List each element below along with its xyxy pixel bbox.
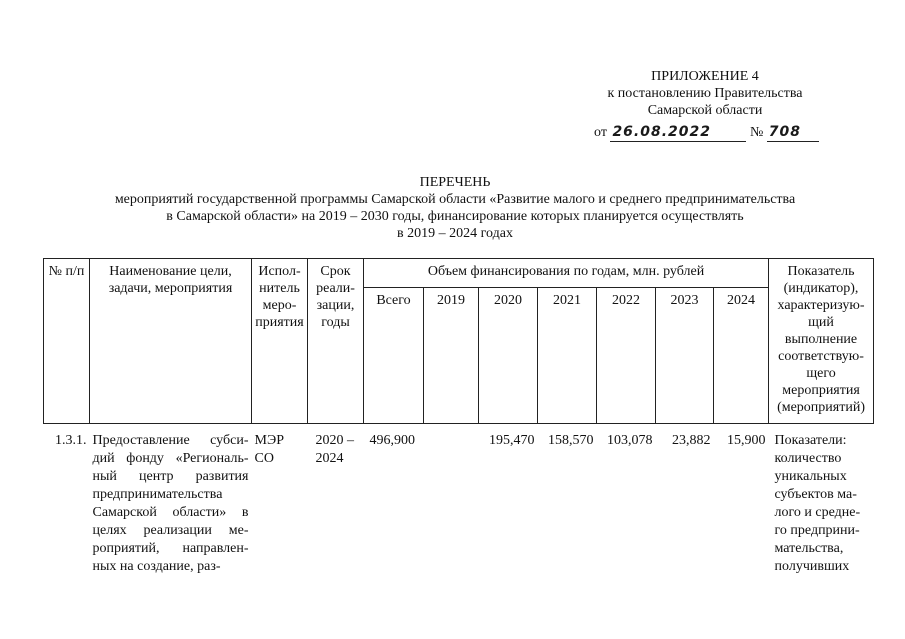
cell-indicator: Показатели: количество уникальных субъектов ма-лого и средне-го предприни-мательства, получивших (774, 433, 861, 574)
resolution-date-line (594, 124, 819, 142)
header-executor: Испол-нитель меро-приятия (252, 259, 308, 424)
cell-2021: 158,570 (548, 433, 594, 448)
date-prefix: от (594, 125, 607, 140)
header-indicator: Показатель (индикатор), характеризую-щий выполнение соответствую-щего мероприятия (мероприятий) (769, 259, 874, 424)
document-title-block (60, 174, 850, 242)
cell-2019 (424, 424, 479, 581)
cell-executor: МЭР СО (254, 433, 284, 466)
header-name: Наименование цели, задачи, мероприятия (90, 259, 252, 424)
number-prefix: № (749, 125, 764, 140)
cell-2023: 23,882 (672, 433, 711, 448)
header-term: Срок реали-зации, годы (308, 259, 364, 424)
document-title: ПЕРЕЧЕНЬ (419, 175, 491, 190)
header-funding: Объем финансирования по годам, млн. рублей (364, 259, 769, 288)
header-2024: 2024 (714, 288, 769, 424)
header-2022: 2022 (597, 288, 656, 424)
cell-total: 496,900 (369, 433, 415, 448)
appendix-block (560, 68, 850, 119)
cell-term: 2020 – 2024 (315, 433, 354, 466)
handwritten-number: 708 (768, 124, 802, 140)
header-2020: 2020 (479, 288, 538, 424)
handwritten-date: 26.08.2022 (612, 124, 712, 140)
document-subtitle-line-3: в 2019 – 2024 годах (397, 226, 513, 241)
funding-table (43, 258, 874, 580)
appendix-line-resolution: к постановлению Правительства (607, 86, 803, 101)
document-subtitle-line-2: в Самарской области» на 2019 – 2030 годы, финансирование которых планируется осуществлять (166, 209, 744, 224)
table-header-row (44, 259, 874, 288)
cell-num: 1.3.1. (55, 433, 87, 448)
header-total: Всего (364, 288, 424, 424)
appendix-title: ПРИЛОЖЕНИЕ 4 (651, 69, 759, 84)
cell-2020: 195,470 (489, 433, 535, 448)
header-num: № п/п (44, 259, 90, 424)
header-2021: 2021 (538, 288, 597, 424)
appendix-line-region: Самарской области (647, 103, 763, 118)
header-2019: 2019 (424, 288, 479, 424)
document-subtitle-line-1: мероприятий государственной программы Самарской области «Развитие малого и среднего предпринимательства (114, 192, 796, 207)
header-2023: 2023 (656, 288, 714, 424)
table-row (44, 424, 874, 581)
cell-name: Предоставление субси-дий фонду «Региональ-ный центр развития предпринимательства Самарской области» в целях реализации ме-роприятий, направлен-ных на создание, раз- (92, 433, 249, 574)
cell-2024: 15,900 (727, 433, 766, 448)
cell-2022: 103,078 (607, 433, 653, 448)
